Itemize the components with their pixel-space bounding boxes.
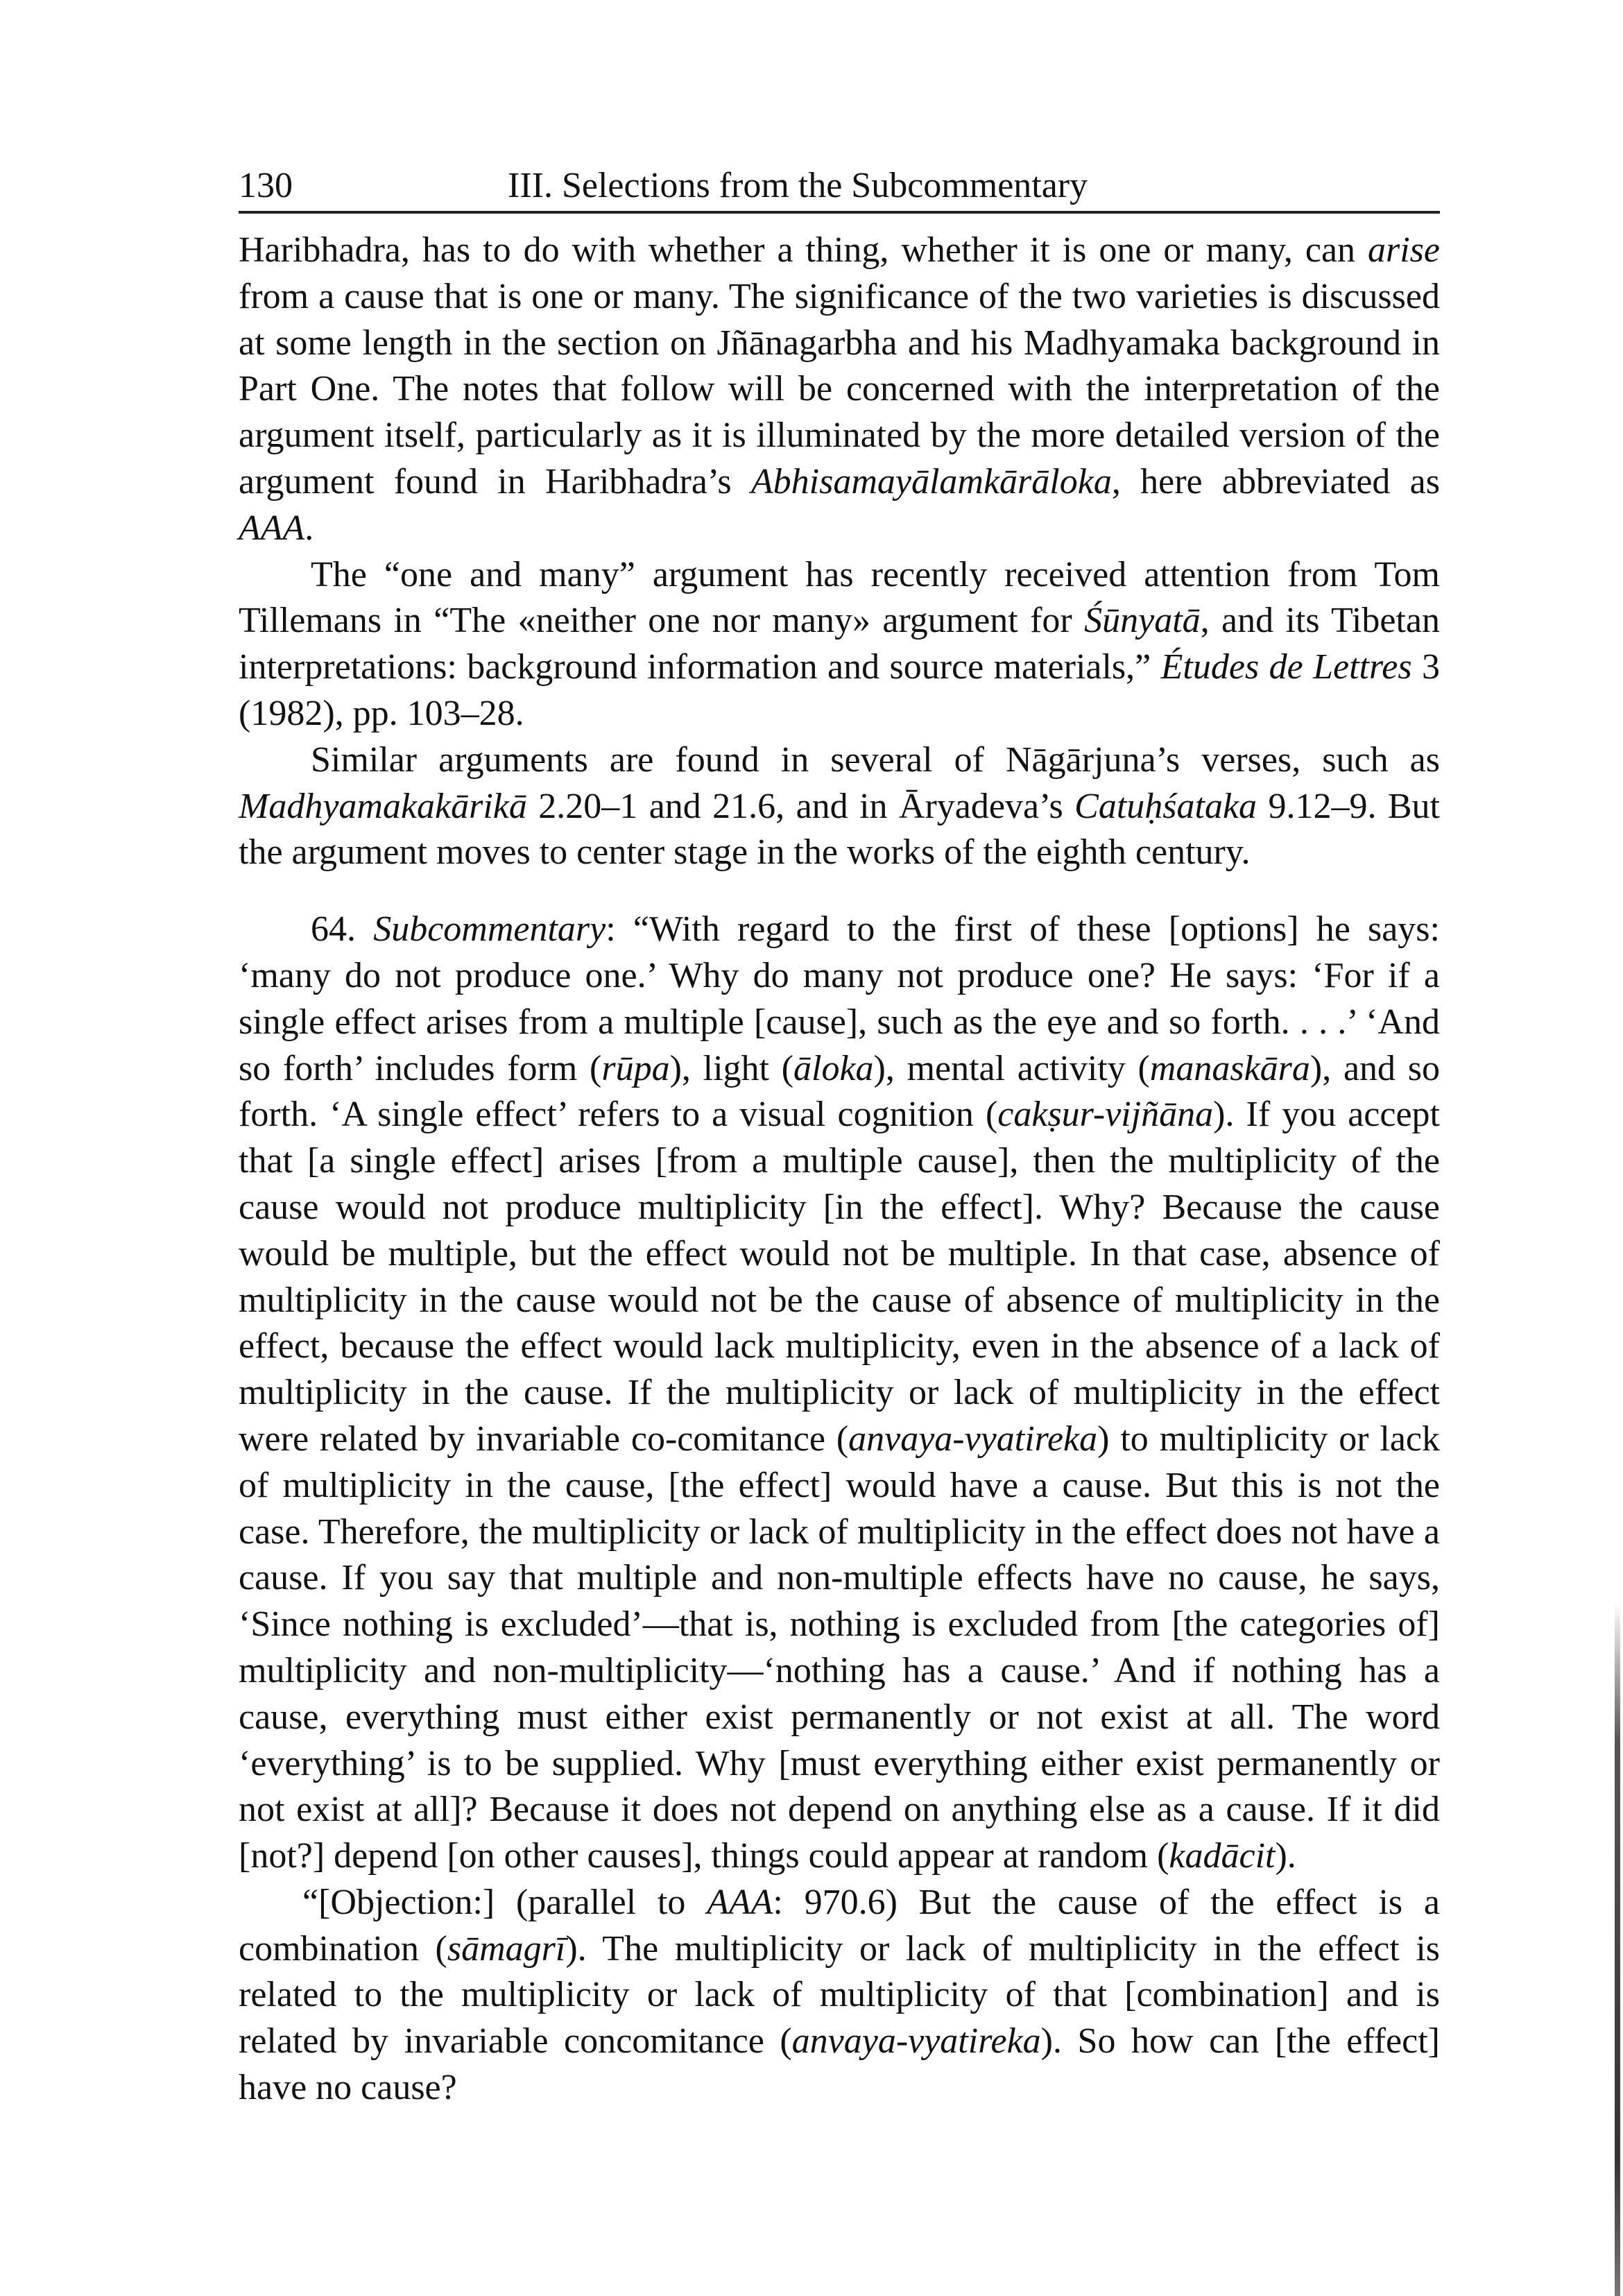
italic-term: Études de Lettres — [1160, 647, 1412, 687]
paragraph-continuation: Haribhadra, has to do with whether a thing, whether it is one or many, can arise from a cause that is one or many. The significance of the two varieties is discussed at some length in the section on Jñānagarbha and his Madhyamaka background in Part One. The notes that follow will be concerned with the interpretation of the argument itself, particularly as it is illuminated by the more detailed version of the argument found in Haribhadra’s Abhisamayālamkārāloka, here abbreviated as AAA. — [239, 230, 1440, 548]
italic-term: cakṣur-vijñāna — [997, 1095, 1214, 1135]
paragraph-objection: “[Objection:] (parallel to AAA: 970.6) But the cause of the effect is a combination (sāmagrī). The multiplicity or lack of multiplicity in the effect is related to the multiplicity or lack of multiplicity of that [combination] and is related by invariable concomitance (anvaya-vyatireka). So how can [the effect] have no cause? — [239, 1882, 1440, 2108]
paragraph-similar-arguments: Similar arguments are found in several of Nāgārjuna’s verses, such as Madhyamakakārikā 2.20–1 and 21.6, and in Āryadeva’s Catuḥśataka 9.12–9. But the argument moves to center stage in the works of the eighth century. — [239, 739, 1440, 873]
italic-term: arise — [1368, 230, 1440, 270]
body-text — [239, 228, 1440, 2111]
running-head — [239, 161, 1440, 214]
running-title: III. Selections from the Subcommentary — [508, 166, 1088, 205]
page-number: 130 — [239, 166, 293, 205]
italic-term: sāmagrī — [447, 1928, 566, 1969]
scan-edge-shadow — [1615, 1602, 1620, 2296]
italic-term: Śūnyatā — [1084, 601, 1201, 641]
book-page — [239, 161, 1440, 2111]
italic-term: Madhyamakakārikā — [239, 786, 527, 826]
italic-term: Abhisamayālamkārāloka — [750, 461, 1112, 502]
italic-term: anvaya-vyatireka — [791, 2021, 1041, 2062]
paragraph-tillemans: The “one and many” argument has recently received attention from Tom Tillemans in “The «neither one nor many» argument for Śūnyatā, and its Tibetan interpretations: background information and source materials,” Études de Lettres 3 (1982), pp. 103–28. — [239, 554, 1440, 733]
paragraph-note-64: 64. Subcommentary: “With regard to the first of these [options] he says: ‘many do not produce one.’ Why do many not produce one? He says: ‘For if a single effect arises from a multiple [cause], such as the eye and so forth. . . .’ ‘And so forth’ includes form (rūpa), light (āloka), mental activity (manaskāra), and so forth. ‘A single effect’ refers to a visual cognition (cakṣur-vijñāna). If you accept that [a single effect] arises [from a multiple cause], then the multiplicity of the cause would not produce multiplicity [in the effect]. Why? Because the cause would be multiple, but the effect would not be multiple. In that case, absence of multiplicity in the cause would not be the cause of absence of multiplicity in the effect, because the effect would lack multiplicity, even in the absence of a lack of multiplicity in the cause. If the multiplicity or lack of multiplicity in the effect were related by invariable co-comitance (anvaya-vyatireka) to multiplicity or lack of multiplicity in the cause, [the effect] would have a cause. But this is not the case. Therefore, the multiplicity or lack of multiplicity in the effect does not have a cause. If you say that multiple and non-multiple effects have no cause, he says, ‘Since nothing is excluded’—that is, nothing is excluded from [the categories of] multiplicity and non-multiplicity—‘nothing has a cause.’ And if nothing has a cause, everything must either exist permanently or not exist at all. The word ‘everything’ is to be supplied. Why [must everything either exist permanently or not exist at all]? Because it does not depend on anything else as a cause. If it did [not?] depend [on other causes], things could appear at random (kadācit). — [239, 909, 1440, 1876]
italic-term: AAA — [239, 508, 305, 548]
italic-term: Catuḥśataka — [1074, 786, 1257, 826]
italic-term: rūpa — [601, 1048, 670, 1088]
italic-term: kadācit — [1169, 1836, 1276, 1876]
italic-term: anvaya-vyatireka — [848, 1419, 1098, 1459]
italic-term: AAA — [707, 1882, 773, 1922]
italic-term: āloka — [793, 1048, 874, 1088]
italic-term: Subcommentary — [373, 909, 606, 950]
italic-term: manaskāra — [1149, 1048, 1310, 1088]
